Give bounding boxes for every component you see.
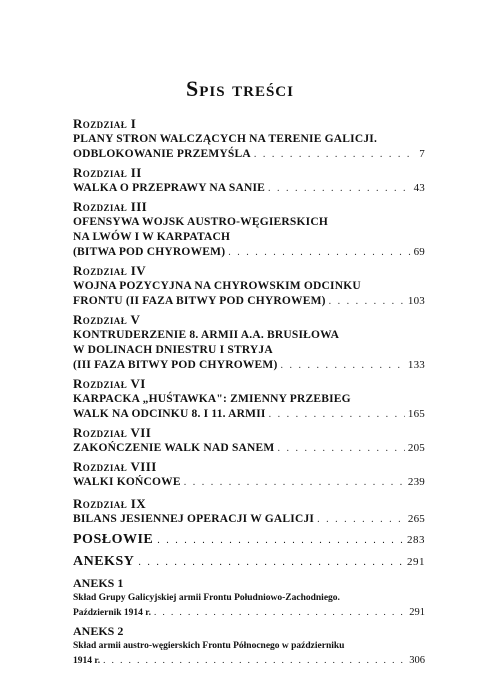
chapter-3[interactable] (73, 199, 425, 260)
chapter-7[interactable] (73, 425, 425, 456)
leader-dots (254, 147, 416, 162)
chapter-9[interactable] (73, 496, 425, 527)
annex-title-line: Skład Grupy Galicyjskiej armii Frontu Południowo-Zachodniego. (73, 593, 340, 603)
chapter-title-line: BILANS JESIENNEJ OPERACJI W GALICJI (73, 513, 315, 525)
page-number: 265 (407, 513, 425, 525)
chapter-label: Rozdział V (73, 312, 141, 327)
chapter-1[interactable] (73, 116, 425, 162)
leader-dots (317, 512, 405, 527)
annex-2[interactable] (73, 624, 425, 668)
leader-dots (329, 294, 405, 309)
chapter-8[interactable] (73, 459, 425, 490)
leader-dots (103, 653, 406, 667)
toc-title: Spis treści (186, 76, 294, 101)
entry-label: POSŁOWIE (73, 532, 154, 547)
chapter-title-line: FRONTU (II FAZA BITWY POD CHYROWEM) (73, 295, 326, 307)
page-number: 103 (407, 295, 425, 307)
annex-title-line: 1914 r. (73, 656, 101, 666)
leader-dots (277, 441, 404, 456)
leader-dots (138, 553, 403, 572)
chapter-title-line: KONTRUDERZENIE 8. ARMII A.A. BRUSIŁOWA (73, 329, 340, 341)
leader-dots (228, 245, 410, 260)
entry-label: ANEKSY (73, 554, 135, 569)
page-number: 205 (407, 442, 425, 454)
chapter-title-line: ODBLOKOWANIE PRZEMYŚLA (73, 148, 251, 160)
chapter-title-line: W DOLINACH DNIESTRU I STRYJA (73, 344, 273, 356)
annex-label: ANEKS 2 (73, 624, 124, 638)
annex-label: ANEKS 1 (73, 576, 124, 590)
page-number: 291 (407, 556, 425, 568)
chapter-4[interactable] (73, 263, 425, 309)
page-number: 43 (413, 182, 425, 194)
leader-dots (269, 407, 405, 422)
annex-title-line: Skład armii austro-węgierskich Frontu Północnego w październiku (73, 641, 345, 651)
leader-dots (157, 531, 403, 550)
chapter-label: Rozdział I (73, 116, 137, 131)
chapter-label: Rozdział VIII (73, 459, 157, 474)
leader-dots (281, 358, 405, 373)
page-number: 291 (409, 607, 425, 618)
chapter-title-line: NA LWÓW I W KARPATACH (73, 231, 231, 243)
leader-dots (184, 475, 405, 490)
leader-dots (154, 605, 406, 619)
chapter-title-line: WOJNA POZYCYJNA NA CHYROWSKIM ODCINKU (73, 280, 361, 292)
page-number: 283 (407, 534, 425, 546)
chapter-title-line: KARPACKA „HUŚTAWKA": ZMIENNY PRZEBIEG (73, 393, 351, 405)
chapter-title-line: (III FAZA BITWY POD CHYROWEM) (73, 359, 278, 371)
chapter-label: Rozdział IX (73, 496, 146, 511)
page-number: 306 (409, 655, 425, 666)
chapter-title-line: WALKI KOŃCOWE (73, 476, 181, 488)
chapter-title-line: ZAKOŃCZENIE WALK NAD SANEM (73, 442, 275, 454)
chapter-title-line: WALK NA ODCINKU 8. I 11. ARMII (73, 408, 266, 420)
chapter-label: Rozdział III (73, 199, 148, 214)
annex-1[interactable] (73, 576, 425, 620)
leader-dots (268, 181, 411, 196)
toc-list (73, 116, 425, 668)
chapter-label: Rozdział IV (73, 263, 146, 278)
toc-entry-poslowie[interactable] (73, 530, 425, 550)
chapter-title-line: WALKA O PRZEPRAWY NA SANIE (73, 182, 265, 194)
chapter-title-line: PLANY STRON WALCZĄCYCH NA TERENIE GALICJI. (73, 133, 378, 145)
annex-title-line: Październik 1914 r. (73, 608, 152, 618)
page-number: 239 (407, 476, 425, 488)
page-number: 165 (407, 408, 425, 420)
toc-entry-aneksy[interactable] (73, 552, 425, 572)
chapter-5[interactable] (73, 312, 425, 373)
page-number: 7 (419, 148, 425, 160)
chapter-label: Rozdział VII (73, 425, 152, 440)
page-number: 69 (413, 246, 425, 258)
chapter-label: Rozdział II (73, 165, 142, 180)
chapter-title-line: OFENSYWA WOJSK AUSTRO-WĘGIERSKICH (73, 216, 328, 228)
chapter-label: Rozdział VI (73, 376, 146, 391)
chapter-2[interactable] (73, 165, 425, 196)
chapter-title-line: (BITWA POD CHYROWEM) (73, 246, 226, 258)
page-number: 133 (407, 359, 425, 371)
chapter-6[interactable] (73, 376, 425, 422)
